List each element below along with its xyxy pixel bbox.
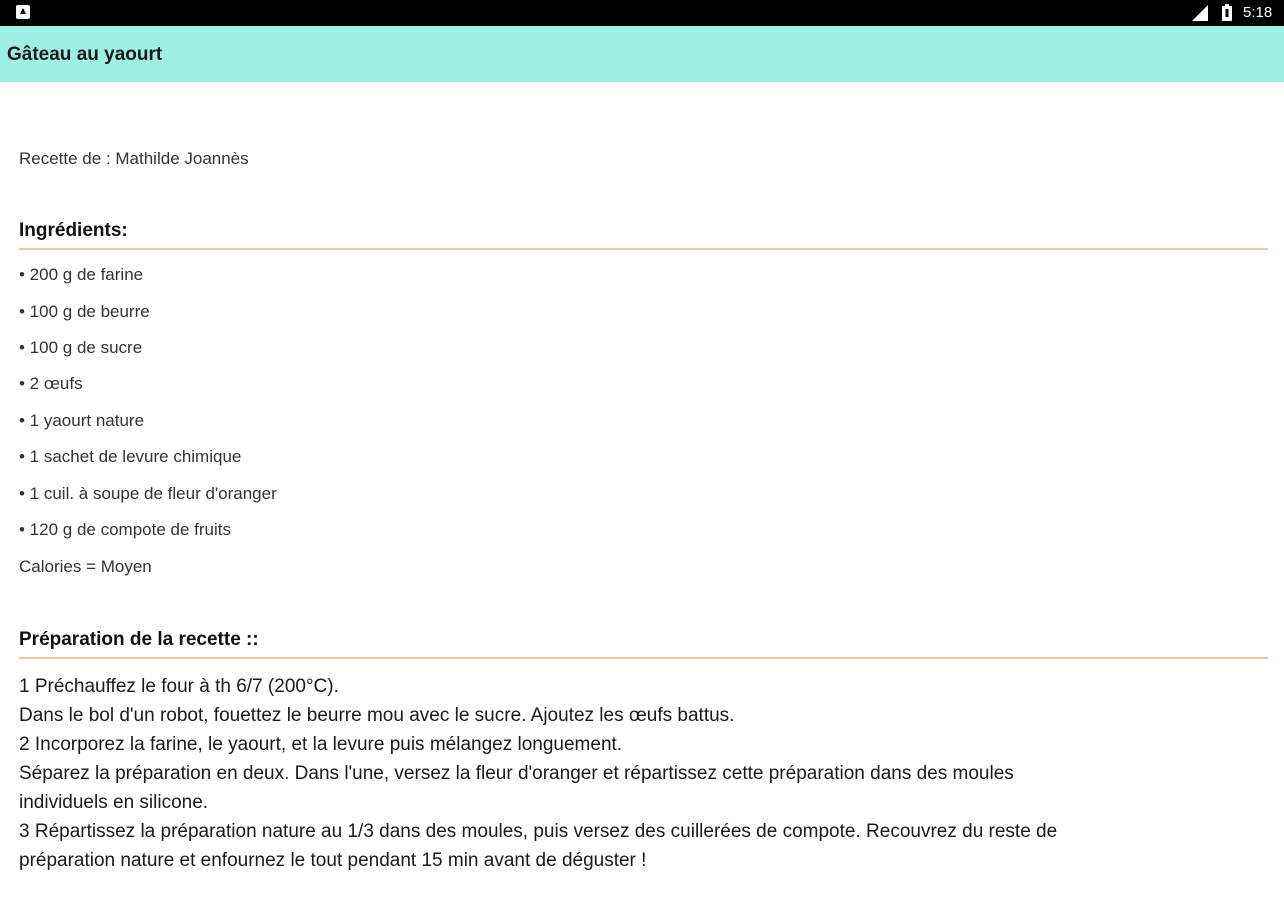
ingredients-heading: Ingrédients: bbox=[19, 220, 128, 241]
ingredients-divider bbox=[19, 248, 1268, 250]
ingredient-item: • 100 g de sucre bbox=[19, 338, 143, 357]
status-bar bbox=[0, 0, 1284, 26]
ingredient-item: • 200 g de farine bbox=[19, 265, 144, 284]
ingredient-item: • 1 cuil. à soupe de fleur d'oranger bbox=[19, 484, 277, 503]
status-time: 5:18 bbox=[1243, 4, 1273, 21]
ingredient-item: • 120 g de compote de fruits bbox=[19, 520, 231, 539]
page-title: Gâteau au yaourt bbox=[7, 44, 163, 65]
calories-label: Calories = Moyen bbox=[19, 557, 152, 576]
ingredient-item: • 2 œufs bbox=[19, 374, 83, 393]
app-bar bbox=[0, 26, 1284, 82]
ingredient-item: • 1 sachet de levure chimique bbox=[19, 447, 242, 466]
notification-icon bbox=[16, 5, 30, 19]
preparation-heading: Préparation de la recette :: bbox=[19, 629, 259, 650]
ingredient-item: • 100 g de beurre bbox=[19, 302, 150, 321]
battery-icon bbox=[1222, 4, 1232, 21]
preparation-divider bbox=[19, 657, 1268, 659]
ingredient-item: • 1 yaourt nature bbox=[19, 411, 145, 430]
recipe-author: Recette de : Mathilde Joannès bbox=[19, 149, 249, 168]
preparation-text: 1 Préchauffez le four à th 6/7 (200°C). Dans le bol d'un robot, fouettez le beurre mou avec le sucre. Ajoutez les œufs battus. 2 Incorporez la farine, le yaourt, et la levure puis mélangez longuement. Séparez la préparation en deux. Dans l'une, versez la fleur d'oranger et répartissez cette préparation dans des moules individuels en silicone. 3 Répartissez la préparation nature au 1/3 dans des moules, puis versez des cuillerées de compote. Recouvrez du reste de préparation nature et enfournez le tout pendant 15 min avant de déguster ! bbox=[19, 676, 1058, 871]
signal-icon bbox=[1192, 5, 1208, 21]
